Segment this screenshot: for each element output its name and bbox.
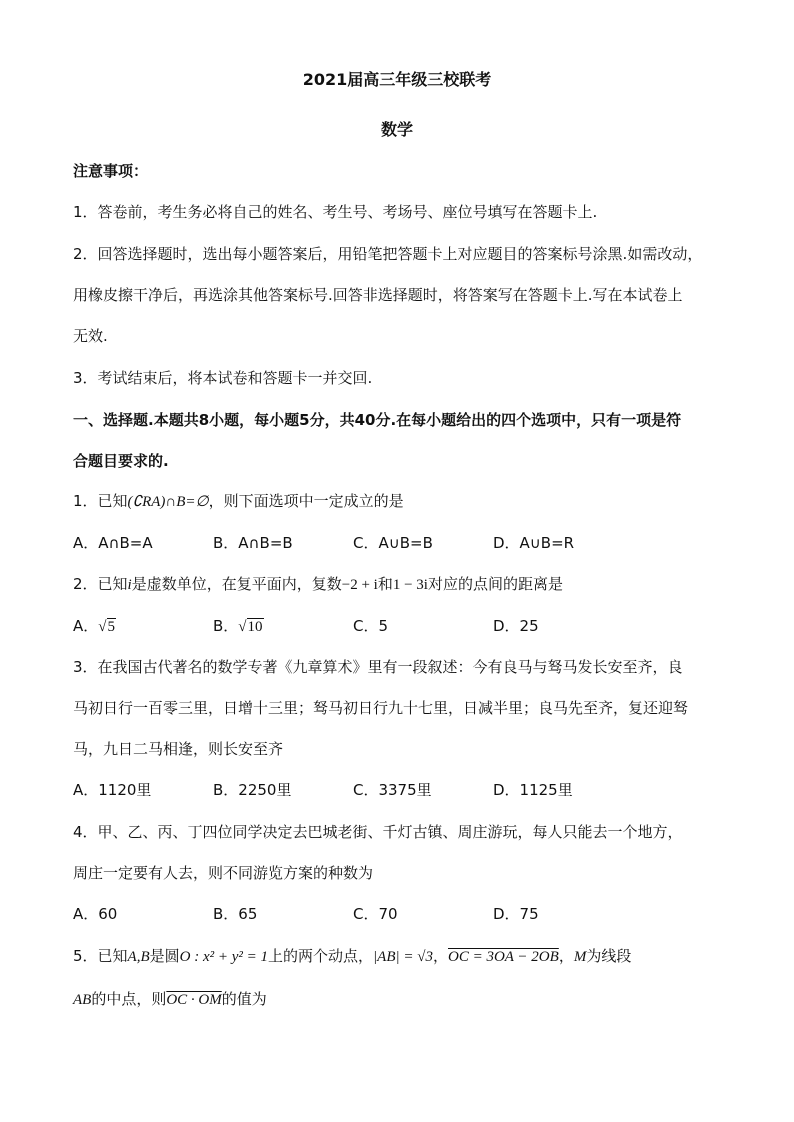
exam-title: 2021届高三年级三校联考 bbox=[302, 70, 492, 89]
notes-item-2-line-1: 2．回答选择题时，选出每小题答案后，用铅笔把答题卡上对应题目的答案标号涂黑.如需改动， bbox=[73, 245, 703, 263]
notes-item-1: 1．答卷前，考生务必将自己的姓名、考生号、考场号、座位号填写在答题卡上. bbox=[73, 203, 598, 221]
notes-item-2-line-2: 用橡皮擦干净后，再选涂其他答案标号.回答非选择题时，将答案写在答题卡上.写在本试卷上 bbox=[73, 286, 683, 304]
notes-item-3: 3．考试结束后，将本试卷和答题卡一并交回. bbox=[73, 369, 373, 387]
q5-text-6: 为线段 bbox=[586, 947, 632, 965]
question-1-formula: (∁RA)∩B=∅ bbox=[127, 494, 209, 510]
question-1-suffix: ，则下面选项中一定成立的是 bbox=[208, 492, 404, 510]
question-3-line-2: 马初日行一百零三里，日增十三里；驽马初日行九十七里，日减半里；良马先至齐，复还迎驽 bbox=[73, 699, 689, 717]
question-1-stem bbox=[73, 490, 404, 511]
question-1-prefix: 1．已知 bbox=[73, 492, 128, 510]
q5-text-8: 的值为 bbox=[221, 990, 267, 1008]
question-3-option-d: D．1125里 bbox=[493, 781, 573, 799]
sqrt-symbol: √ bbox=[238, 619, 247, 635]
question-3-option-c: C．3375里 bbox=[353, 781, 432, 799]
question-3-line-3: 马，九日二马相逢，则长安至齐 bbox=[73, 740, 284, 758]
question-5-line-1 bbox=[73, 945, 631, 966]
q5-text-7: 的中点，则 bbox=[91, 990, 167, 1008]
option-a-value: 5 bbox=[107, 619, 115, 635]
question-5-line-2 bbox=[73, 988, 267, 1009]
option-b-value: 10 bbox=[247, 619, 263, 635]
sqrt-symbol: √ bbox=[98, 619, 107, 635]
q5-text-4: ， bbox=[432, 947, 448, 965]
question-4-option-c: C．70 bbox=[353, 905, 398, 923]
question-2-stem bbox=[73, 573, 563, 594]
question-4-line-2: 周庄一定要有人去，则不同游览方案的种数为 bbox=[73, 864, 374, 882]
option-b-label: B． bbox=[213, 617, 239, 635]
q5-text-1: 5．已知 bbox=[73, 947, 128, 965]
notes-heading: 注意事项： bbox=[73, 162, 149, 180]
question-3-option-a: A．1120里 bbox=[73, 781, 152, 799]
q5-midpoint-m: M bbox=[573, 949, 587, 965]
q5-vector-equation: OC = 3OA − 2OB bbox=[448, 949, 559, 965]
question-2-option-b bbox=[213, 615, 264, 636]
question-2-option-c: C．5 bbox=[353, 617, 389, 635]
question-4-option-d: D．75 bbox=[493, 905, 539, 923]
q5-text-2: 是圆 bbox=[149, 947, 180, 965]
question-2-option-a bbox=[73, 615, 116, 636]
imaginary-unit: i bbox=[127, 577, 132, 593]
question-2-text-4: 对应的点间的距离是 bbox=[427, 575, 563, 593]
question-1-option-a: A．A∩B=A bbox=[73, 534, 153, 552]
q5-points-ab: A,B bbox=[127, 949, 150, 965]
complex-number-2: 1 − 3i bbox=[392, 577, 428, 593]
section-1-header-line-1: 一、选择题.本题共8小题，每小题5分，共40分.在每小题给出的四个选项中，只有一项是符 bbox=[73, 411, 682, 429]
q5-chord-length: |AB| = √3 bbox=[373, 949, 433, 965]
question-1-option-d: D．A∪B=R bbox=[493, 534, 575, 552]
question-4-line-1: 4．甲、乙、丙、丁四位同学决定去巴城老街、千灯古镇、周庄游玩，每人只能去一个地方， bbox=[73, 823, 683, 841]
q5-circle-equation: O : x² + y² = 1 bbox=[179, 949, 269, 965]
question-4-option-b: B．65 bbox=[213, 905, 258, 923]
q5-dot-product: OC · OM bbox=[166, 992, 222, 1008]
q5-text-5: ， bbox=[558, 947, 574, 965]
q5-text-3: 上的两个动点， bbox=[268, 947, 374, 965]
question-2-option-d: D．25 bbox=[493, 617, 539, 635]
question-2-text-1: 2．已知 bbox=[73, 575, 128, 593]
question-4-option-a: A．60 bbox=[73, 905, 118, 923]
question-1-option-c: C．A∪B=B bbox=[353, 534, 433, 552]
subject-title: 数学 bbox=[380, 120, 413, 139]
question-2-text-3: 和 bbox=[377, 575, 393, 593]
question-2-text-2: 是虚数单位，在复平面内，复数 bbox=[131, 575, 342, 593]
question-1-option-b: B．A∩B=B bbox=[213, 534, 293, 552]
section-1-header-line-2: 合题目要求的. bbox=[73, 452, 169, 470]
question-3-option-b: B．2250里 bbox=[213, 781, 292, 799]
q5-segment-ab: AB bbox=[73, 992, 92, 1008]
option-a-label: A． bbox=[73, 617, 99, 635]
question-3-line-1: 3．在我国古代著名的数学专著《九章算术》里有一段叙述：今有良马与驽马发长安至齐，良 bbox=[73, 658, 683, 676]
notes-item-2-line-3: 无效. bbox=[73, 327, 108, 345]
complex-number-1: −2 + i bbox=[341, 577, 378, 593]
